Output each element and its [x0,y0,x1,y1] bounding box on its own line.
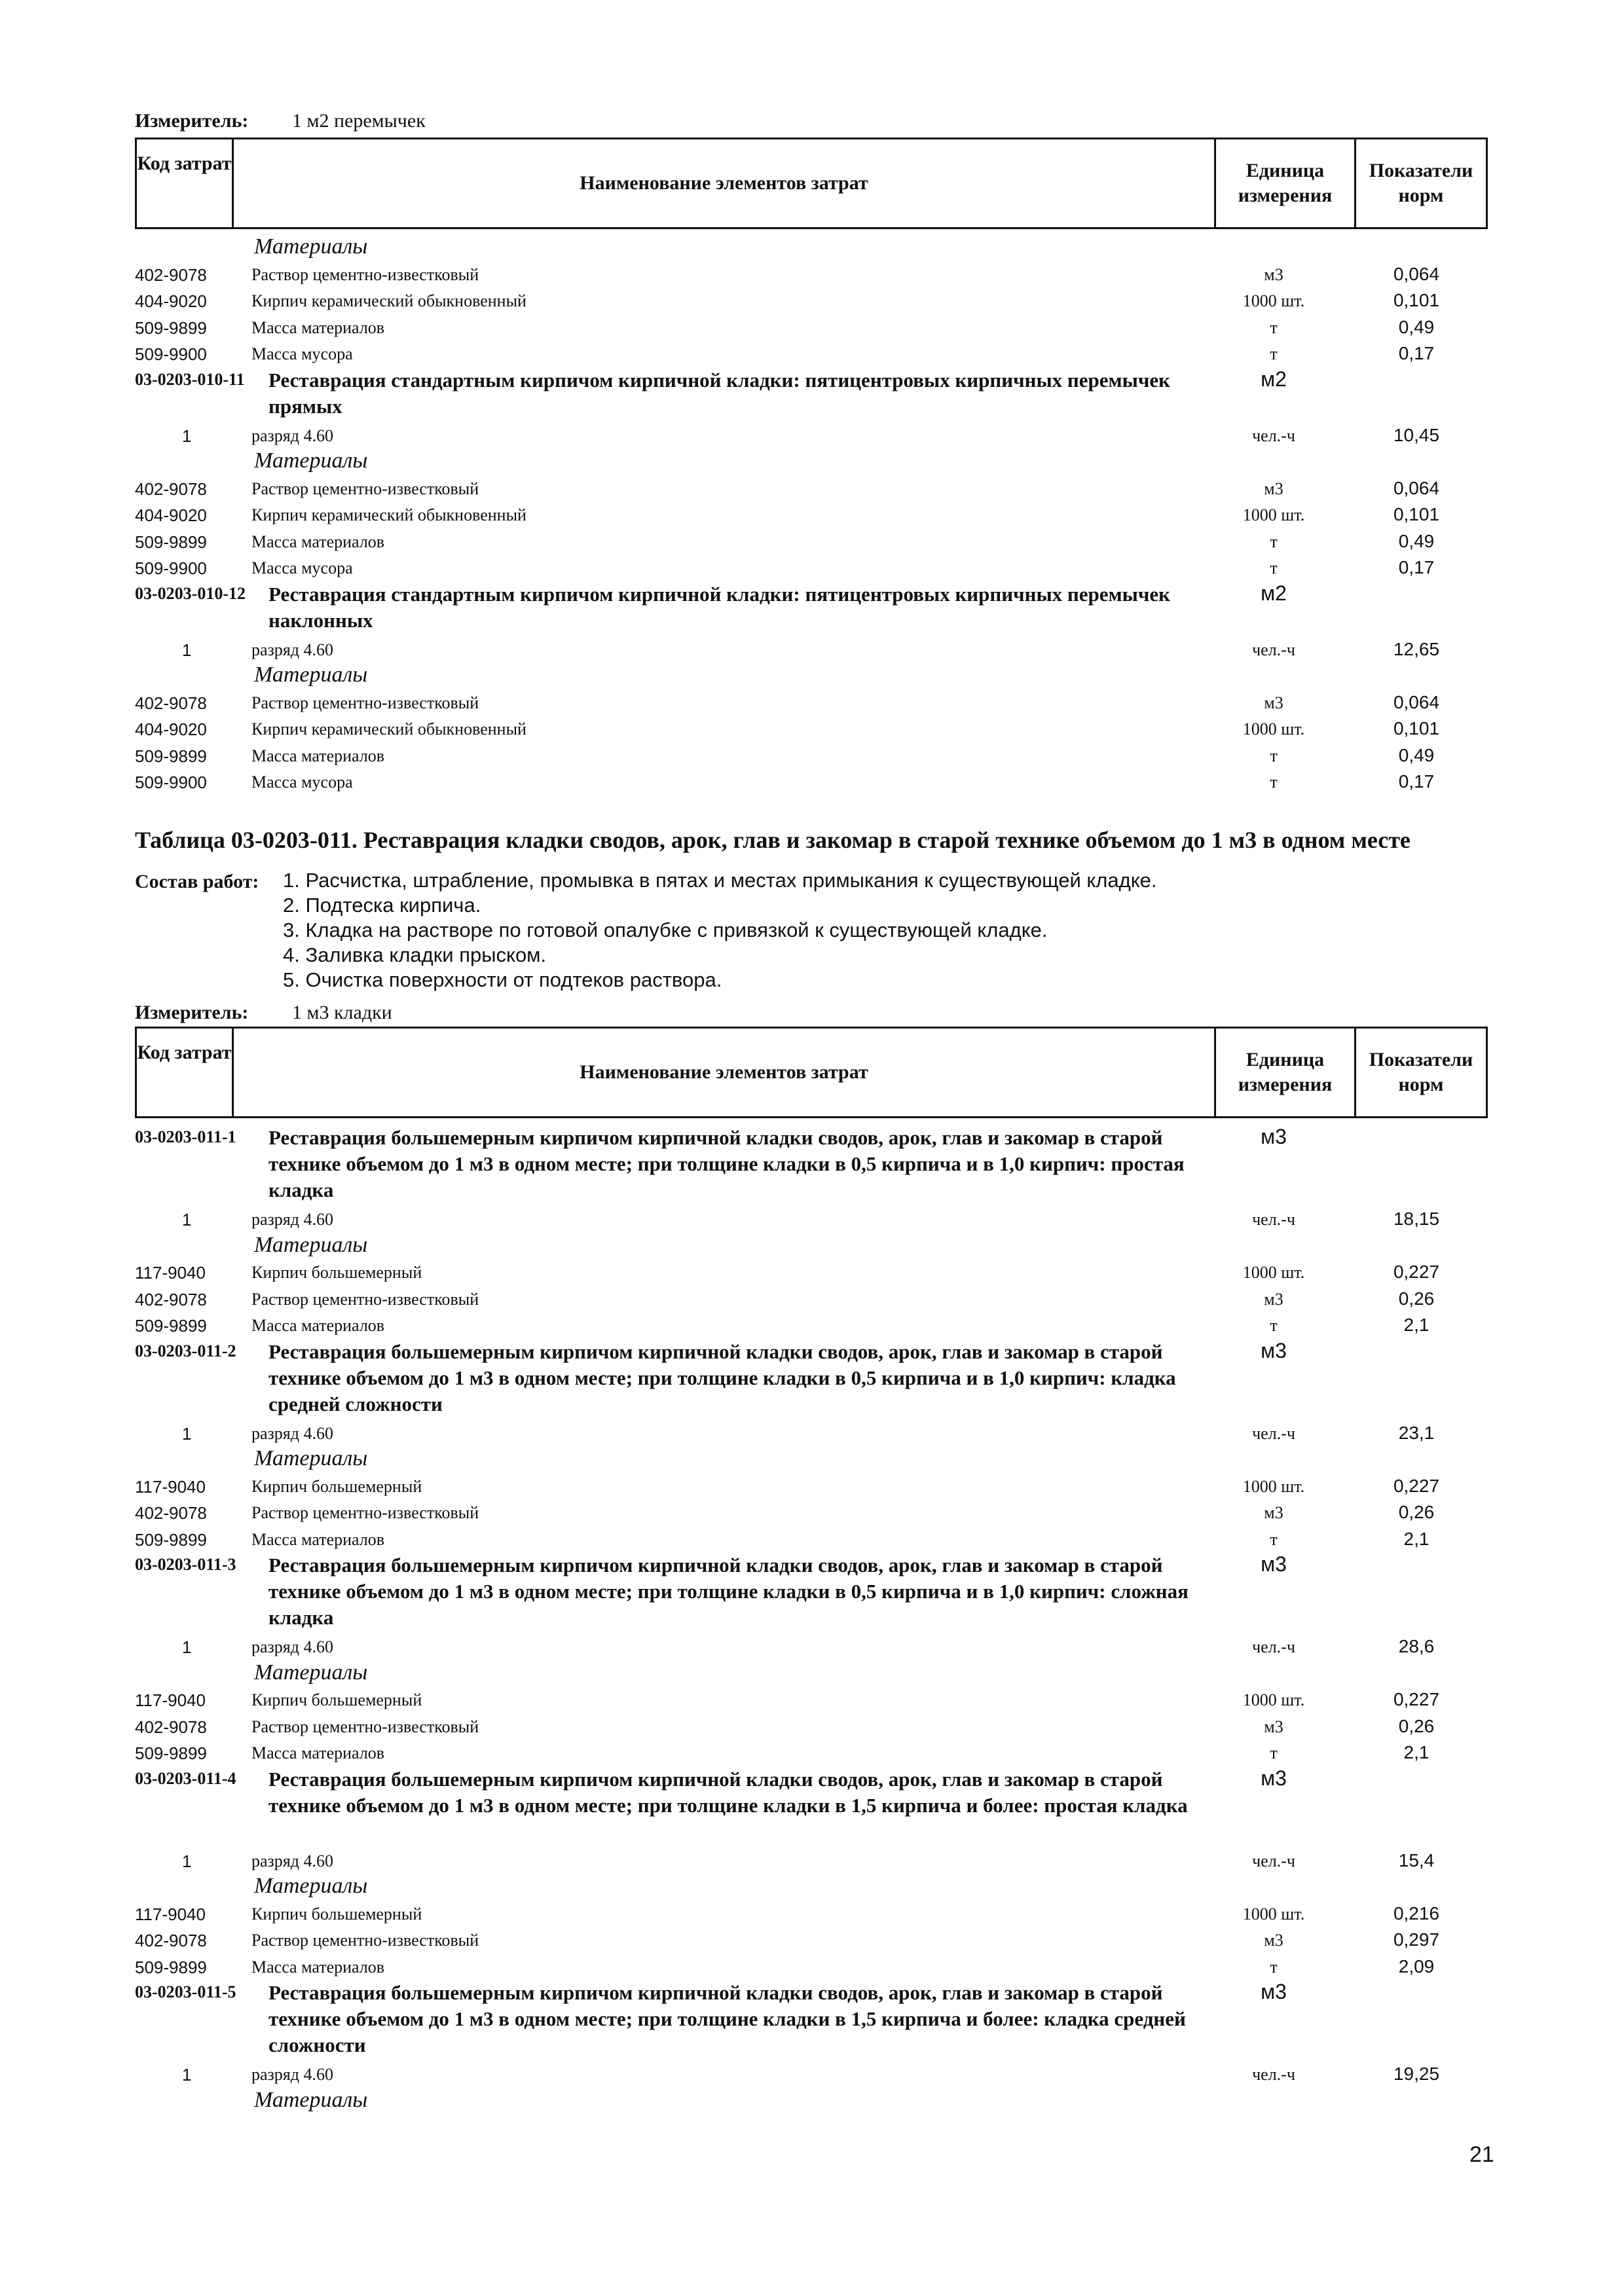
unit-of-measure: чел.-ч [1252,1423,1295,1443]
unit-of-measure: 1000 шт. [1242,1904,1305,1923]
unit-of-measure: м2 [1261,367,1287,391]
table-row [0,340,1624,367]
cost-code: 402-9078 [135,1717,207,1737]
unit-of-measure: чел.-ч [1252,1210,1295,1229]
task-row [0,1125,1624,1206]
cost-code: 1 [182,2065,192,2085]
unit-of-measure: м2 [1261,581,1287,605]
materials-heading-row [0,1233,1624,1260]
element-name: Кирпич большемерный [251,1690,422,1709]
element-name: разряд 4.60 [251,1637,333,1656]
element-name: Масса мусора [251,773,353,792]
cost-code: 402-9078 [135,1931,207,1950]
element-name: Масса материалов [251,1743,385,1762]
task-row [0,1552,1624,1633]
task-row [0,581,1624,636]
table-row [0,1740,1624,1766]
unit-of-measure: м3 [1261,1980,1287,2003]
composition-label: Состав работ: [135,871,259,892]
table-row [0,1286,1624,1313]
cost-code: 03-0203-011-4 [135,1768,236,1788]
cost-code: 03-0203-010-11 [135,369,245,389]
unit-of-measure: т [1270,1743,1278,1762]
page-number: 21 [1469,2142,1494,2167]
unit-of-measure: чел.-ч [1252,2065,1295,2084]
norm-value: 0,227 [1393,1689,1440,1709]
norm-value: 0,064 [1393,263,1440,284]
unit-of-measure: м3 [1261,1766,1287,1790]
unit-of-measure: т [1270,1957,1278,1977]
element-name: разряд 4.60 [251,1423,333,1443]
norm-value: 0,49 [1398,744,1435,765]
header-name: Наименование элементов затрат [234,1029,1216,1116]
element-name: Раствор цементно-известковый [251,479,479,498]
table-row [0,769,1624,795]
materials-heading: Материалы [254,1446,368,1470]
materials-heading-row [0,234,1624,261]
materials-heading: Материалы [254,663,368,687]
task-name: Реставрация большемерным кирпичом кирпичной кладки сводов, арок, глав и закомар в старой технике объемом до 1 м3 в одном месте; при толщине кладки в 0,5 кирпича и в 1,0 кирпич: сложная кладка [268,1554,1189,1629]
table-title: Таблица 03-0203-011. Реставрация кладки сводов, арок, глав и закомар в старой технике объемом до 1 м3 в одном месте [135,827,1411,853]
cost-code: 117-9040 [135,1476,206,1497]
table-row [0,1499,1624,1526]
element-name: Масса материалов [251,1316,385,1335]
element-name: Масса материалов [251,1529,385,1549]
norm-value: 0,49 [1398,316,1435,337]
cost-code: 1 [182,1851,192,1871]
element-name: Масса материалов [251,318,385,337]
unit-of-measure: 1000 шт. [1242,1476,1305,1496]
table-row [0,1206,1624,1233]
table-row [0,1848,1624,1874]
element-name: Раствор цементно-известковый [251,1931,479,1950]
unit-of-measure: чел.-ч [1252,1637,1295,1656]
unit-of-measure: т [1270,318,1278,337]
measure-value: 1 м3 кладки [292,1002,392,1023]
work-composition [135,869,1157,991]
unit-of-measure: 1000 шт. [1242,505,1305,524]
element-name: Кирпич керамический обыкновенный [251,505,526,524]
composition-item: 2. Подтеска кирпича. [283,894,481,917]
cost-code: 509-9899 [135,1316,207,1336]
table-row [0,742,1624,769]
cost-code: 509-9900 [135,773,207,792]
element-name: Кирпич большемерный [251,1476,422,1496]
header-unit: Единица измерения [1216,1029,1356,1116]
cost-code: 509-9900 [135,344,207,364]
task-row [0,367,1624,422]
cost-code: 402-9078 [135,264,207,285]
norm-value: 0,216 [1393,1903,1440,1923]
element-name: разряд 4.60 [251,2065,333,2084]
header-norm: Показатели норм [1369,1049,1473,1095]
cost-code: 402-9078 [135,693,207,713]
task-name: Реставрация большемерным кирпичом кирпичной кладки сводов, арок, глав и закомар в старой технике объемом до 1 м3 в одном месте; при толщине кладки в 0,5 кирпича и в 1,0 кирпич: простая кладка [268,1126,1185,1201]
unit-of-measure: чел.-ч [1252,640,1295,659]
norm-value: 2,1 [1403,1742,1430,1762]
task-row [0,1980,1624,2061]
norm-value: 2,1 [1403,1315,1430,1335]
element-name: Масса материалов [251,532,385,551]
table-row [0,314,1624,341]
composition-item: 5. Очистка поверхности от подтеков раствора. [283,968,722,991]
unit-of-measure: т [1270,746,1278,765]
unit-of-measure: 1000 шт. [1242,720,1305,738]
materials-heading: Материалы [254,448,368,473]
unit-of-measure: т [1270,532,1278,551]
norm-value: 2,09 [1398,1956,1435,1977]
element-name: Раствор цементно-известковый [251,1289,479,1309]
element-name: Масса материалов [251,746,385,765]
norm-value: 0,227 [1393,1262,1440,1282]
task-row [0,1339,1624,1420]
task-name: Реставрация большемерным кирпичом кирпичной кладки сводов, арок, глав и закомар в старой технике объемом до 1 м3 в одном месте; при толщине кладки в 0,5 кирпича и в 1,0 кирпич: кладка средней сложности [268,1339,1176,1415]
table-row [0,1420,1624,1447]
element-name: Раствор цементно-известковый [251,1503,479,1522]
norm-value: 0,26 [1398,1288,1435,1309]
materials-heading-row [0,1874,1624,1901]
unit-of-measure: м3 [1264,1931,1283,1950]
table-row [0,689,1624,716]
table-row [0,287,1624,314]
norm-value: 0,227 [1393,1475,1440,1496]
cost-code: 1 [182,1637,192,1657]
element-name: Масса мусора [251,558,353,577]
norm-value: 0,101 [1393,290,1440,310]
task-name: Реставрация большемерным кирпичом кирпичной кладки сводов, арок, глав и закомар в старой технике объемом до 1 м3 в одном месте; при толщине кладки в 1,5 кирпича и более: простая кладка [268,1767,1188,1817]
unit-of-measure: 1000 шт. [1242,291,1305,310]
norm-value: 0,064 [1393,477,1440,498]
table-row [0,1954,1624,1980]
table-row [0,716,1624,742]
unit-of-measure: т [1270,773,1278,792]
norm-value: 15,4 [1398,1850,1435,1870]
element-name: Кирпич керамический обыкновенный [251,291,526,310]
cost-code: 402-9078 [135,1503,207,1523]
composition-item: 1. Расчистка, штрабление, промывка в пятах и местах примыкания к существующей кладке. [283,869,1157,892]
unit-of-measure: т [1270,344,1278,363]
table-row [0,1901,1624,1927]
materials-heading: Материалы [254,2087,368,2112]
element-name: разряд 4.60 [251,1851,333,1870]
norm-value: 0,49 [1398,530,1435,551]
unit-of-measure: т [1270,1316,1278,1335]
element-name: Масса мусора [251,344,353,363]
cost-code: 404-9020 [135,505,207,525]
materials-heading: Материалы [254,234,368,259]
norm-value: 18,15 [1393,1209,1440,1229]
unit-of-measure: м3 [1264,1717,1283,1736]
cost-code: 509-9899 [135,1743,207,1763]
cost-code: 509-9900 [135,558,207,578]
norm-value: 10,45 [1393,424,1440,445]
norm-value: 12,65 [1393,638,1440,659]
cost-code: 03-0203-011-5 [135,1982,236,2001]
unit-of-measure: м3 [1261,1338,1287,1362]
table-row [0,1713,1624,1740]
materials-heading: Материалы [254,1874,368,1898]
materials-heading-row [0,663,1624,689]
cost-code: 509-9899 [135,318,207,338]
table-row [0,528,1624,555]
table-row [0,1927,1624,1954]
table-row [0,1473,1624,1500]
table-row [0,475,1624,502]
materials-heading: Материалы [254,1232,368,1257]
header-code: Код затрат [137,139,234,227]
cost-code: 03-0203-011-2 [135,1341,236,1360]
cost-code: 03-0203-011-3 [135,1555,236,1574]
composition-item: 3. Кладка на растворе по готовой опалубке с привязкой к существующей кладке. [283,919,1048,941]
materials-heading-row [0,448,1624,475]
unit-of-measure: м3 [1264,693,1283,712]
task-name: Реставрация стандартным кирпичом кирпичной кладки: пятицентровых кирпичных перемычек наклонных [268,582,1170,632]
element-name: Кирпич большемерный [251,1263,422,1282]
element-name: Раствор цементно-известковый [251,1717,479,1736]
table-row [0,2061,1624,2088]
table-row [0,501,1624,528]
unit-of-measure: чел.-ч [1252,426,1295,445]
cost-code: 509-9899 [135,1529,207,1550]
unit-of-measure: 1000 шт. [1242,1690,1305,1709]
norm-value: 2,1 [1403,1528,1430,1549]
cost-code: 117-9040 [135,1263,206,1283]
table-header-1 [135,137,1488,229]
norm-value: 0,17 [1398,557,1435,577]
header-norm: Показатели норм [1369,160,1473,206]
table-row [0,1526,1624,1553]
measure-label: Измеритель: [135,110,249,132]
unit-of-measure: т [1270,558,1278,577]
element-name: разряд 4.60 [251,1210,333,1229]
cost-code: 1 [182,1423,192,1444]
cost-code: 117-9040 [135,1904,206,1924]
table-row [0,1312,1624,1339]
measure-line-2 [135,1002,392,1024]
composition-item: 4. Заливка кладки прыском. [283,943,547,966]
norm-value: 0,17 [1398,771,1435,792]
element-name: Кирпич керамический обыкновенный [251,720,526,738]
cost-code: 404-9020 [135,720,207,739]
unit-of-measure: т [1270,1529,1278,1549]
unit-of-measure: м3 [1264,479,1283,498]
unit-of-measure: м3 [1261,1552,1287,1576]
cost-code: 03-0203-011-1 [135,1127,236,1146]
cost-code: 402-9078 [135,1289,207,1309]
norm-value: 0,26 [1398,1715,1435,1736]
materials-heading-row [0,1446,1624,1473]
element-name: Раствор цементно-известковый [251,264,479,284]
cost-code: 509-9899 [135,532,207,552]
norm-value: 0,064 [1393,691,1440,712]
header-unit: Единица измерения [1216,139,1356,227]
table-row [0,261,1624,288]
norm-value: 0,101 [1393,504,1440,524]
task-row [0,1766,1624,1848]
norm-value: 0,26 [1398,1502,1435,1522]
unit-of-measure: чел.-ч [1252,1851,1295,1870]
table-row [0,1633,1624,1660]
cost-code: 509-9899 [135,746,207,766]
unit-of-measure: 1000 шт. [1242,1263,1305,1282]
cost-code: 1 [182,426,192,446]
cost-code: 404-9020 [135,291,207,311]
cost-code: 509-9899 [135,1957,207,1977]
cost-code: 03-0203-010-12 [135,583,246,603]
materials-heading: Материалы [254,1660,368,1685]
measure-line-1 [135,110,426,132]
composition-list [283,868,1527,993]
unit-of-measure: м3 [1264,264,1283,284]
table-row [0,636,1624,663]
element-name: Раствор цементно-известковый [251,693,479,712]
header-name: Наименование элементов затрат [234,139,1216,227]
header-code: Код затрат [137,1029,234,1116]
table-row [0,555,1624,581]
unit-of-measure: м3 [1264,1289,1283,1309]
task-name: Реставрация стандартным кирпичом кирпичной кладки: пятицентровых кирпичных перемычек прямых [268,368,1170,418]
norm-value: 0,101 [1393,718,1440,738]
unit-of-measure: м3 [1264,1503,1283,1522]
element-name: разряд 4.60 [251,640,333,659]
norm-value: 0,297 [1393,1929,1440,1950]
cost-code: 117-9040 [135,1690,206,1710]
task-name: Реставрация большемерным кирпичом кирпичной кладки сводов, арок, глав и закомар в старой технике объемом до 1 м3 в одном месте; при толщине кладки в 1,5 кирпича и более: кладка средней сложности [268,1981,1186,2056]
materials-heading-row [0,1660,1624,1687]
norm-value: 0,17 [1398,343,1435,363]
table-row [0,1686,1624,1713]
element-name: разряд 4.60 [251,426,333,445]
measure-label: Измеритель: [135,1002,249,1023]
cost-code: 402-9078 [135,479,207,499]
measure-value: 1 м2 перемычек [292,110,426,132]
element-name: Кирпич большемерный [251,1904,422,1923]
norm-value: 28,6 [1398,1636,1435,1656]
table-header-2 [135,1027,1488,1118]
norm-value: 19,25 [1393,2064,1440,2084]
table-row [0,422,1624,449]
element-name: Масса материалов [251,1957,385,1977]
materials-heading-row [0,2088,1624,2115]
unit-of-measure: м3 [1261,1125,1287,1148]
cost-code: 1 [182,640,192,660]
table-row [0,1259,1624,1286]
cost-code: 1 [182,1210,192,1230]
norm-value: 23,1 [1398,1422,1435,1443]
